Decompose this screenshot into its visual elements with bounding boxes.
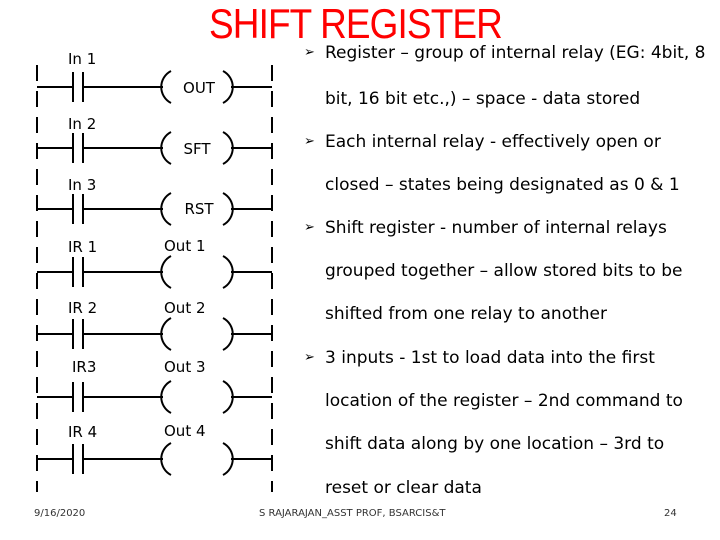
- contact-label-ir2: IR 2: [68, 299, 98, 317]
- contact-label-ir1: IR 1: [68, 238, 98, 256]
- contact-label-in3: In 3: [68, 176, 97, 194]
- output-label-out4: Out 4: [164, 422, 206, 440]
- output-label-out2: Out 2: [164, 299, 206, 317]
- footer-author: S RAJARAJAN_ASST PROF, BSARCIS&T: [259, 508, 446, 519]
- slide-title: SHIFT REGISTER: [209, 0, 502, 47]
- contact-label-in1: In 1: [68, 50, 97, 68]
- contact-label-ir4: IR 4: [68, 423, 98, 441]
- bullet-line: Register – group of internal relay (EG: 4bit, 8: [325, 43, 706, 63]
- arrow-bullet-icon: ➢: [304, 45, 315, 60]
- footer-date: 9/16/2020: [34, 508, 86, 519]
- bullet-line: reset or clear data: [325, 478, 482, 498]
- rung-5: [37, 318, 272, 350]
- rung-3: [37, 193, 272, 225]
- coil-label-out: OUT: [183, 79, 215, 97]
- coil-label-sft: SFT: [183, 140, 211, 158]
- bullet-line: bit, 16 bit etc.,) – space - data stored: [325, 89, 641, 109]
- ladder-diagram: [0, 0, 300, 500]
- bullet-line: Each internal relay - effectively open or: [325, 132, 661, 152]
- contact-label-in2: In 2: [68, 115, 97, 133]
- bullet-line: shift data along by one location – 3rd to: [325, 434, 665, 454]
- bullet-line: Shift register - number of internal relays: [325, 218, 667, 238]
- coil-label-rst: RST: [184, 200, 214, 218]
- slide-number: 24: [664, 508, 677, 519]
- rung-1: [37, 71, 272, 103]
- rung-7: [37, 443, 272, 475]
- bullet-line: grouped together – allow stored bits to be: [325, 261, 683, 281]
- rung-4: [37, 256, 272, 288]
- contact-label-ir3: IR3: [72, 358, 97, 376]
- output-label-out3: Out 3: [164, 358, 206, 376]
- bullet-line: shifted from one relay to another: [325, 304, 607, 324]
- bullet-line: location of the register – 2nd command to: [325, 391, 683, 411]
- bullet-line: 3 inputs - 1st to load data into the first: [325, 348, 655, 368]
- rung-6: [37, 381, 272, 413]
- bullet-line: closed – states being designated as 0 & 1: [325, 175, 680, 195]
- arrow-bullet-icon: ➢: [304, 134, 315, 149]
- output-label-out1: Out 1: [164, 237, 206, 255]
- rung-2: [37, 132, 272, 164]
- arrow-bullet-icon: ➢: [304, 220, 315, 235]
- arrow-bullet-icon: ➢: [304, 350, 315, 365]
